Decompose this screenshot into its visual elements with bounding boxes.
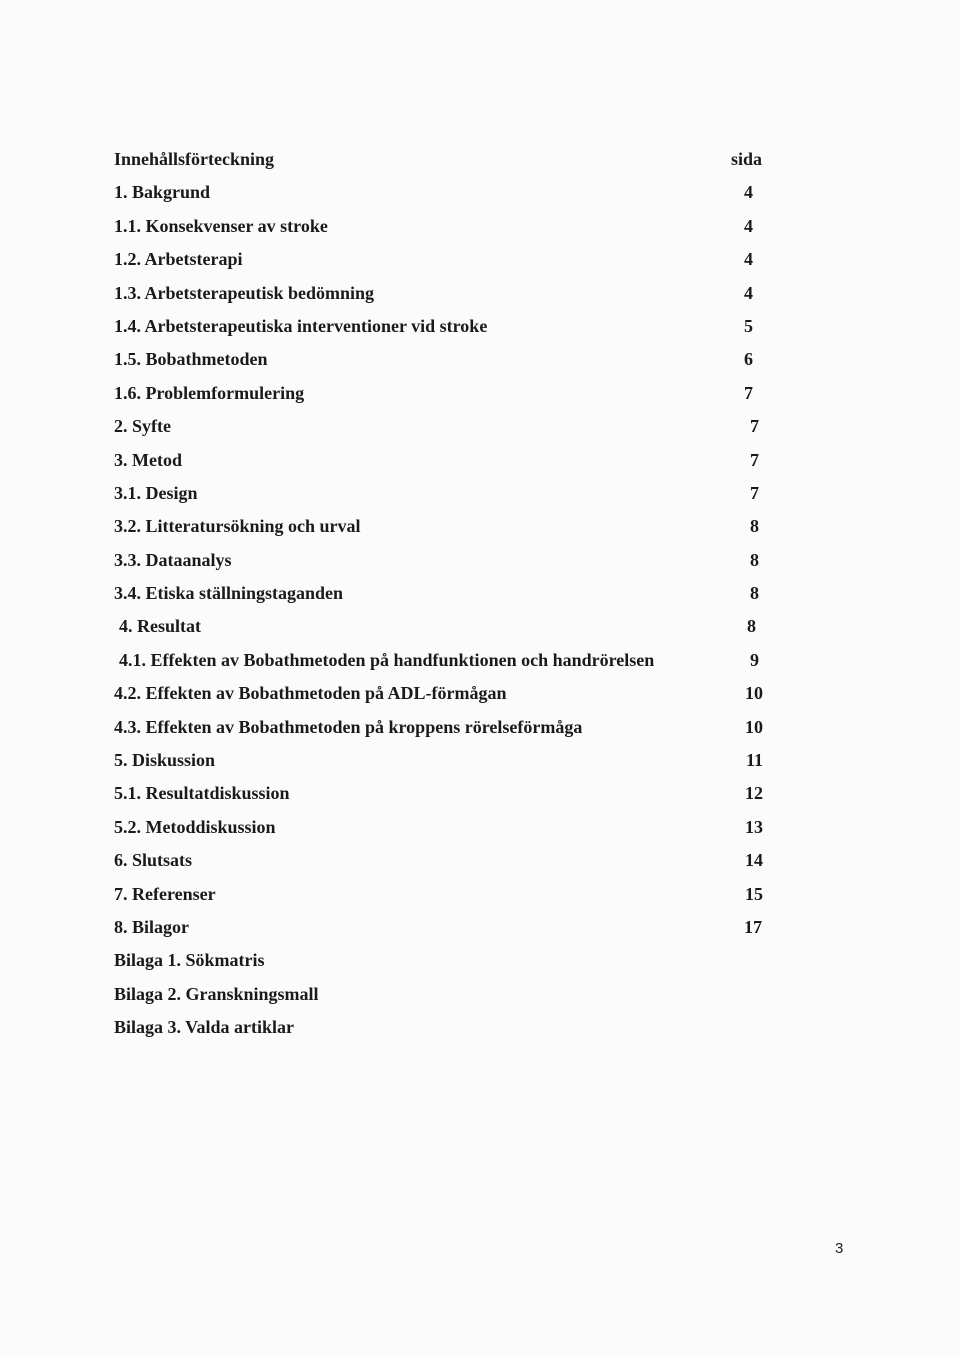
toc-appendix[interactable] xyxy=(114,947,794,980)
toc-entry-page: 8 xyxy=(750,583,759,604)
toc-entry-page: 7 xyxy=(750,449,759,470)
toc-entry-label: 4. Resultat xyxy=(119,616,201,637)
toc-entry-page: 17 xyxy=(744,916,762,937)
toc-entry-page: 12 xyxy=(745,783,763,804)
toc-entry[interactable] xyxy=(114,613,794,646)
toc-entry-label: 5. Diskussion xyxy=(114,750,216,771)
toc-entry-label: 3.1. Design xyxy=(114,482,198,503)
toc-entry-page: 15 xyxy=(745,883,763,904)
toc-entry-label: 1.2. Arbetsterapi xyxy=(114,249,243,270)
toc-entry-page: 5 xyxy=(744,315,753,336)
toc-entry[interactable] xyxy=(114,213,794,246)
toc-entry-page: 7 xyxy=(744,382,753,403)
toc-appendix[interactable] xyxy=(114,1014,794,1047)
toc-entry[interactable] xyxy=(114,380,794,413)
toc-entry-label: 3.3. Dataanalys xyxy=(114,549,232,570)
toc-entry[interactable] xyxy=(114,580,794,613)
toc-entry-label: 3.2. Litteratursökning och urval xyxy=(114,516,361,537)
toc-entry-page: 7 xyxy=(750,416,759,437)
toc-entry-label: 4.2. Effekten av Bobathmetoden på ADL-förmågan xyxy=(114,683,507,704)
toc-entry[interactable] xyxy=(114,714,794,747)
toc-entry-label: 4.1. Effekten av Bobathmetoden på handfunktionen och handrörelsen xyxy=(119,649,655,670)
toc-appendix-label: Bilaga 1. Sökmatris xyxy=(114,950,265,971)
toc-entry-page: 8 xyxy=(747,616,756,637)
toc-entry[interactable] xyxy=(114,280,794,313)
toc-entry[interactable] xyxy=(114,881,794,914)
toc-entry-page: 11 xyxy=(746,750,764,771)
toc-entry[interactable] xyxy=(114,914,794,947)
toc-entry-label: 5.1. Resultatdiskussion xyxy=(114,783,290,804)
toc-entry[interactable] xyxy=(114,413,794,446)
toc-entry[interactable] xyxy=(114,346,794,379)
toc-entry[interactable] xyxy=(114,647,794,680)
toc-entry-page: 7 xyxy=(750,482,759,503)
toc-entry-label: 3. Metod xyxy=(114,449,182,470)
toc-entry[interactable] xyxy=(114,680,794,713)
toc-heading-row xyxy=(114,146,794,179)
toc-entry-label: 2. Syfte xyxy=(114,416,171,437)
toc-entry-label: 1. Bakgrund xyxy=(114,182,211,203)
toc-entry-page: 4 xyxy=(744,182,753,203)
toc-entry-page: 4 xyxy=(744,249,753,270)
toc-entry-page: 9 xyxy=(750,649,759,670)
toc-entry-label: 5.2. Metoddiskussion xyxy=(114,816,276,837)
toc-entry[interactable] xyxy=(114,847,794,880)
toc-entry-page: 10 xyxy=(745,716,763,737)
toc-entry-label: 1.3. Arbetsterapeutisk bedömning xyxy=(114,282,375,303)
toc-entry-page: 4 xyxy=(744,215,753,236)
page-column-header: sida xyxy=(731,149,763,169)
toc-entry-page: 6 xyxy=(744,349,753,370)
toc-entry-label: 7. Referenser xyxy=(114,883,216,904)
toc-heading: Innehållsförteckning xyxy=(114,149,275,169)
toc-entry-label: 1.1. Konsekvenser av stroke xyxy=(114,215,328,236)
toc-appendix-label: Bilaga 2. Granskningsmall xyxy=(114,983,319,1004)
toc-entry[interactable] xyxy=(114,480,794,513)
toc-entry[interactable] xyxy=(114,313,794,346)
toc-entry[interactable] xyxy=(114,814,794,847)
toc-entry-label: 8. Bilagor xyxy=(114,916,189,937)
toc-entry[interactable] xyxy=(114,513,794,546)
toc-entry-page: 4 xyxy=(744,282,753,303)
toc-entry-page: 8 xyxy=(750,549,759,570)
toc-entry[interactable] xyxy=(114,780,794,813)
toc-entry-page: 8 xyxy=(750,516,759,537)
toc-entry[interactable] xyxy=(114,246,794,279)
toc-entry-label: 1.6. Problemformulering xyxy=(114,382,305,403)
toc-entry-label: 1.5. Bobathmetoden xyxy=(114,349,268,370)
toc-entry-label: 1.4. Arbetsterapeutiska interventioner vid stroke xyxy=(114,315,488,336)
toc-entry-label: 6. Slutsats xyxy=(114,850,193,871)
toc-entry[interactable] xyxy=(114,747,794,780)
toc-appendix[interactable] xyxy=(114,981,794,1014)
toc-entry[interactable] xyxy=(114,547,794,580)
toc-entry-page: 14 xyxy=(745,850,763,871)
page-number: 3 xyxy=(835,1240,844,1257)
table-of-contents xyxy=(114,146,794,1048)
toc-entry[interactable] xyxy=(114,179,794,212)
toc-entry-page: 10 xyxy=(745,683,763,704)
toc-entry[interactable] xyxy=(114,447,794,480)
toc-entry-label: 4.3. Effekten av Bobathmetoden på kroppens rörelseförmåga xyxy=(114,716,583,737)
toc-entry-label: 3.4. Etiska ställningstaganden xyxy=(114,583,344,604)
toc-appendix-label: Bilaga 3. Valda artiklar xyxy=(114,1017,295,1038)
toc-entry-page: 13 xyxy=(745,816,763,837)
